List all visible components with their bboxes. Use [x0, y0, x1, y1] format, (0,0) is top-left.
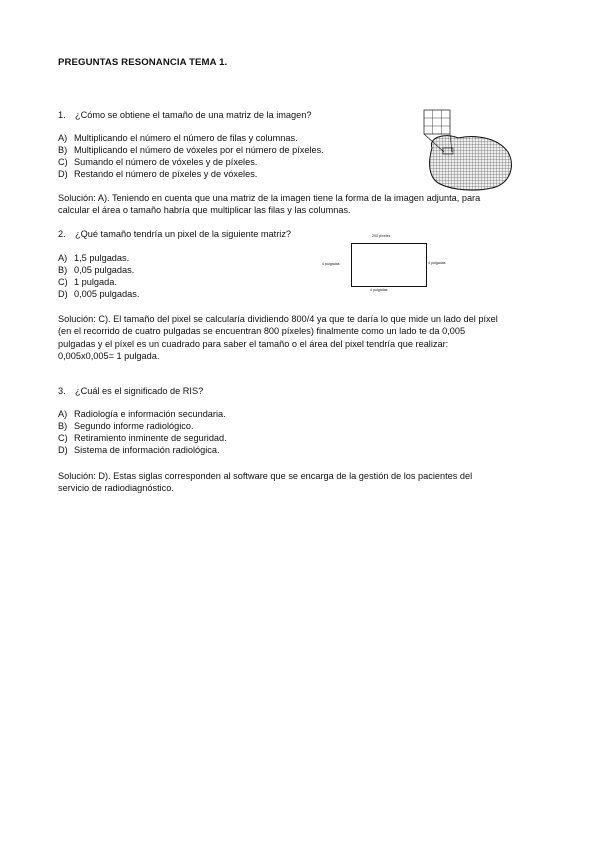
option-2b	[58, 265, 134, 275]
question-number: 3.	[58, 386, 66, 396]
option-2d	[58, 289, 139, 299]
option-text: Segundo informe radiológico.	[74, 421, 194, 431]
option-text: 1,5 pulgadas.	[74, 253, 130, 263]
question-2	[58, 229, 291, 239]
question-text: ¿Cómo se obtiene el tamaño de una matriz de la imagen?	[75, 110, 312, 120]
solution-line: Solución: D). Estas siglas corresponden al software que se encarga de la gestión de los pacientes del	[58, 471, 473, 481]
question-text: ¿Qué tamaño tendría un pixel de la siguiente matriz?	[75, 229, 292, 239]
solution-1	[58, 192, 480, 217]
option-text: 0,005 pulgadas.	[74, 289, 140, 299]
option-text: Restando el número de píxeles y de vóxeles.	[74, 169, 258, 179]
option-letter: A)	[58, 133, 68, 143]
question-number: 1.	[58, 110, 66, 120]
option-letter: C)	[58, 157, 68, 167]
matrix-top-label: 200 píxeles	[372, 234, 391, 238]
question-3	[58, 386, 203, 396]
solution-line: Solución: A). Teniendo en cuenta que una matriz de la imagen tiene la forma de la imagen adjunta, para	[58, 193, 481, 203]
option-letter: D)	[58, 445, 68, 455]
option-text: 0,05 pulgadas.	[74, 265, 135, 275]
solution-line: calcular el área o tamaño habría que multiplicar las filas y las columnas.	[58, 205, 351, 216]
option-text: Multiplicando el número de vóxeles por el número de píxeles.	[74, 145, 324, 155]
option-letter: B)	[58, 145, 68, 155]
option-text: Sistema de información radiológica.	[74, 445, 220, 455]
option-1b	[58, 145, 324, 155]
option-letter: A)	[58, 253, 68, 263]
matrix-rectangle	[351, 243, 427, 287]
option-text: Sumando el número de vóxeles y de píxeles.	[74, 157, 258, 167]
option-letter: D)	[58, 169, 68, 179]
option-1c	[58, 157, 257, 167]
question-text: ¿Cuál es el significado de RIS?	[75, 386, 204, 396]
matrix-image-illustration	[418, 108, 518, 192]
solution-3	[58, 470, 472, 495]
option-text: 1 pulgada.	[74, 277, 117, 287]
solution-line: (en el recorrido de cuatro pulgadas se encuentran 800 píxeles) finalmente como un lado te da 0,005	[58, 326, 466, 337]
option-3b	[58, 421, 194, 431]
question-1	[58, 110, 311, 120]
option-text: Retiramiento inminente de seguridad.	[74, 433, 227, 443]
solution-line: Solución: C). El tamaño del pixel se calcularía dividiendo 800/4 ya que te daría lo que mide un lado del píxel	[58, 314, 498, 324]
matrix-left-label: 4 pulgadas	[322, 262, 340, 266]
option-letter: C)	[58, 433, 68, 443]
option-text: Radiología e información secundaria.	[74, 409, 226, 419]
page-title: PREGUNTAS RESONANCIA TEMA 1.	[58, 57, 228, 68]
solution-2	[58, 313, 498, 363]
option-2a	[58, 253, 129, 263]
option-letter: C)	[58, 277, 68, 287]
option-letter: A)	[58, 409, 68, 419]
option-1a	[58, 133, 298, 143]
matrix-right-label: 4 pulgadas	[428, 261, 446, 265]
option-3a	[58, 409, 226, 419]
matrix-bottom-label: 4 pulgadas	[370, 288, 388, 292]
option-letter: D)	[58, 289, 68, 299]
solution-line: pulgadas y el píxel es un cuadrado para saber el tamaño o el área del pixel tendría que realizar:	[58, 338, 449, 349]
option-letter: B)	[58, 265, 68, 275]
solution-line: servicio de radiodiagnóstico.	[58, 483, 174, 494]
solution-line: 0,005x0,005= 1 pulgada.	[58, 351, 160, 362]
option-3c	[58, 433, 227, 443]
option-3d	[58, 445, 220, 455]
option-1d	[58, 169, 257, 179]
option-letter: B)	[58, 421, 68, 431]
option-text: Multiplicando el número el número de filas y columnas.	[74, 133, 298, 143]
question-number: 2.	[58, 229, 66, 239]
option-2c	[58, 277, 117, 287]
